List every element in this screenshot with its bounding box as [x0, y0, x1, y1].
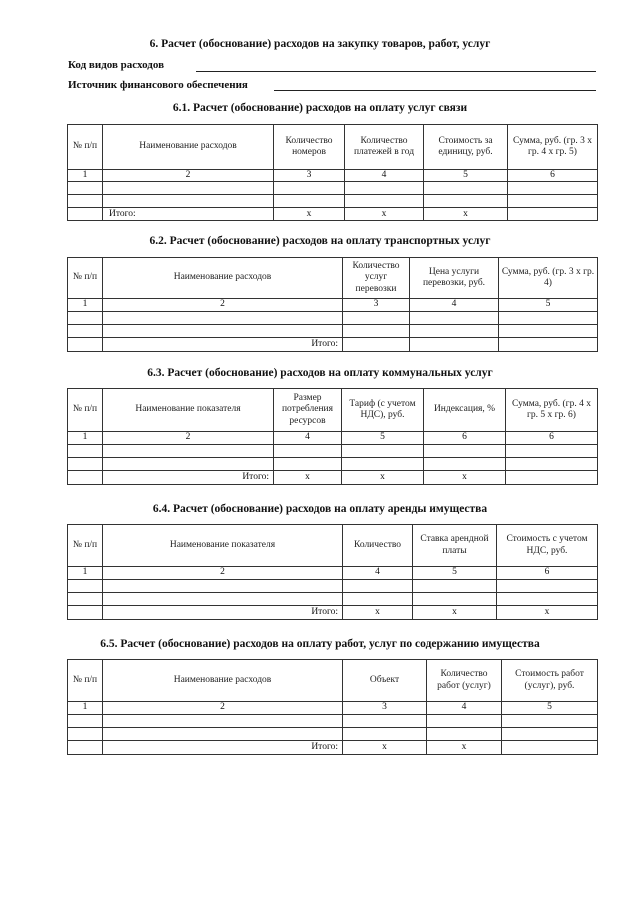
- header-cell: № п/п: [68, 660, 103, 702]
- field-line-expense-code[interactable]: [196, 71, 596, 72]
- document-title: 6. Расчет (обоснование) расходов на закупку товаров, работ, услуг: [149, 38, 491, 50]
- column-number: 4: [343, 567, 413, 580]
- column-number: 4: [345, 170, 424, 182]
- table-row[interactable]: [68, 458, 598, 471]
- total-label: Итого:: [103, 208, 274, 221]
- header-cell: Количество: [343, 525, 413, 567]
- header-cell: Стоимость работ (услуг), руб.: [502, 660, 598, 702]
- table-6-5: [67, 659, 598, 755]
- column-number: 1: [68, 432, 103, 445]
- column-number: 3: [343, 299, 410, 312]
- table-6-2: [67, 257, 598, 352]
- header-cell: Цена услуги перевозки, руб.: [410, 258, 499, 299]
- header-cell: Сумма, руб. (гр. 4 х гр. 5 х гр. 6): [506, 389, 598, 432]
- total-row: [68, 208, 598, 221]
- header-cell: Сумма, руб. (гр. 3 х гр. 4 х гр. 5): [508, 125, 598, 170]
- table-row[interactable]: [68, 325, 598, 338]
- column-number: 5: [499, 299, 598, 312]
- header-cell: Наименование показателя: [103, 389, 274, 432]
- header-cell: Наименование расходов: [103, 660, 343, 702]
- column-number: 4: [427, 702, 502, 715]
- column-number: 4: [274, 432, 342, 445]
- total-label: Итого:: [103, 606, 343, 620]
- column-number: 3: [274, 170, 345, 182]
- x-mark: x: [343, 606, 413, 620]
- header-cell: Ставка арендной платы: [413, 525, 497, 567]
- header-cell: Стоимость за единицу, руб.: [424, 125, 508, 170]
- column-number: 1: [68, 567, 103, 580]
- column-number: 2: [103, 170, 274, 182]
- header-cell: № п/п: [68, 389, 103, 432]
- total-label: Итого:: [103, 741, 343, 755]
- total-row: [68, 741, 598, 755]
- field-label-expense-code: Код видов расходов: [68, 59, 165, 71]
- header-cell: № п/п: [68, 525, 103, 567]
- header-cell: № п/п: [68, 258, 103, 299]
- field-label-funding-source: Источник финансового обеспечения: [68, 79, 248, 91]
- column-number: 2: [103, 567, 343, 580]
- header-cell: Количество услуг перевозки: [343, 258, 410, 299]
- column-number: 3: [343, 702, 427, 715]
- table-6-4: [67, 524, 598, 620]
- column-number: 5: [413, 567, 497, 580]
- column-number: 6: [424, 432, 506, 445]
- column-number: 5: [342, 432, 424, 445]
- header-cell: Наименование показателя: [103, 525, 343, 567]
- column-number: 2: [103, 299, 343, 312]
- header-cell: Размер потребления ресурсов: [274, 389, 342, 432]
- x-mark: x: [274, 471, 342, 485]
- x-mark: x: [424, 208, 508, 221]
- total-row: [68, 338, 598, 352]
- header-cell: Наименование расходов: [103, 258, 343, 299]
- section-title-6-2: 6.2. Расчет (обоснование) расходов на оплату транспортных услуг: [149, 235, 491, 247]
- table-6-1: [67, 124, 598, 221]
- table-row[interactable]: [68, 593, 598, 606]
- x-mark: x: [342, 471, 424, 485]
- x-mark: x: [497, 606, 598, 620]
- column-number: 6: [508, 170, 598, 182]
- header-cell: № п/п: [68, 125, 103, 170]
- total-label: Итого:: [103, 471, 274, 485]
- section-title-6-1: 6.1. Расчет (обоснование) расходов на оплату услуг связи: [172, 102, 468, 114]
- header-cell: Количество номеров: [274, 125, 345, 170]
- column-number: 6: [497, 567, 598, 580]
- column-number: 2: [103, 432, 274, 445]
- table-6-3: [67, 388, 598, 485]
- x-mark: x: [427, 741, 502, 755]
- x-mark: x: [413, 606, 497, 620]
- section-title-6-4: 6.4. Расчет (обоснование) расходов на оплату аренды имущества: [152, 503, 488, 515]
- header-cell: Стоимость с учетом НДС, руб.: [497, 525, 598, 567]
- column-number: 4: [410, 299, 499, 312]
- column-number: 6: [506, 432, 598, 445]
- column-number: 5: [502, 702, 598, 715]
- header-cell: Наименование расходов: [103, 125, 274, 170]
- column-number: 5: [424, 170, 508, 182]
- column-number: 2: [103, 702, 343, 715]
- column-number: 1: [68, 170, 103, 182]
- table-row[interactable]: [68, 312, 598, 325]
- section-title-6-5: 6.5. Расчет (обоснование) расходов на оплату работ, услуг по содержанию имущества: [100, 638, 540, 650]
- header-cell: Объект: [343, 660, 427, 702]
- table-row[interactable]: [68, 715, 598, 728]
- x-mark: x: [424, 471, 506, 485]
- column-number: 1: [68, 299, 103, 312]
- column-number: 1: [68, 702, 103, 715]
- header-cell: Сумма, руб. (гр. 3 х гр. 4): [499, 258, 598, 299]
- total-row: [68, 606, 598, 620]
- header-cell: Количество работ (услуг): [427, 660, 502, 702]
- header-cell: Количество платежей в год: [345, 125, 424, 170]
- field-line-funding-source[interactable]: [274, 90, 596, 91]
- table-row[interactable]: [68, 580, 598, 593]
- table-row[interactable]: [68, 182, 598, 195]
- x-mark: x: [343, 741, 427, 755]
- table-row[interactable]: [68, 728, 598, 741]
- table-row[interactable]: [68, 195, 598, 208]
- x-mark: x: [345, 208, 424, 221]
- total-label: Итого:: [103, 338, 343, 352]
- total-row: [68, 471, 598, 485]
- table-row[interactable]: [68, 445, 598, 458]
- header-cell: Индексация, %: [424, 389, 506, 432]
- x-mark: x: [274, 208, 345, 221]
- section-title-6-3: 6.3. Расчет (обоснование) расходов на оплату коммунальных услуг: [147, 367, 493, 379]
- header-cell: Тариф (с учетом НДС), руб.: [342, 389, 424, 432]
